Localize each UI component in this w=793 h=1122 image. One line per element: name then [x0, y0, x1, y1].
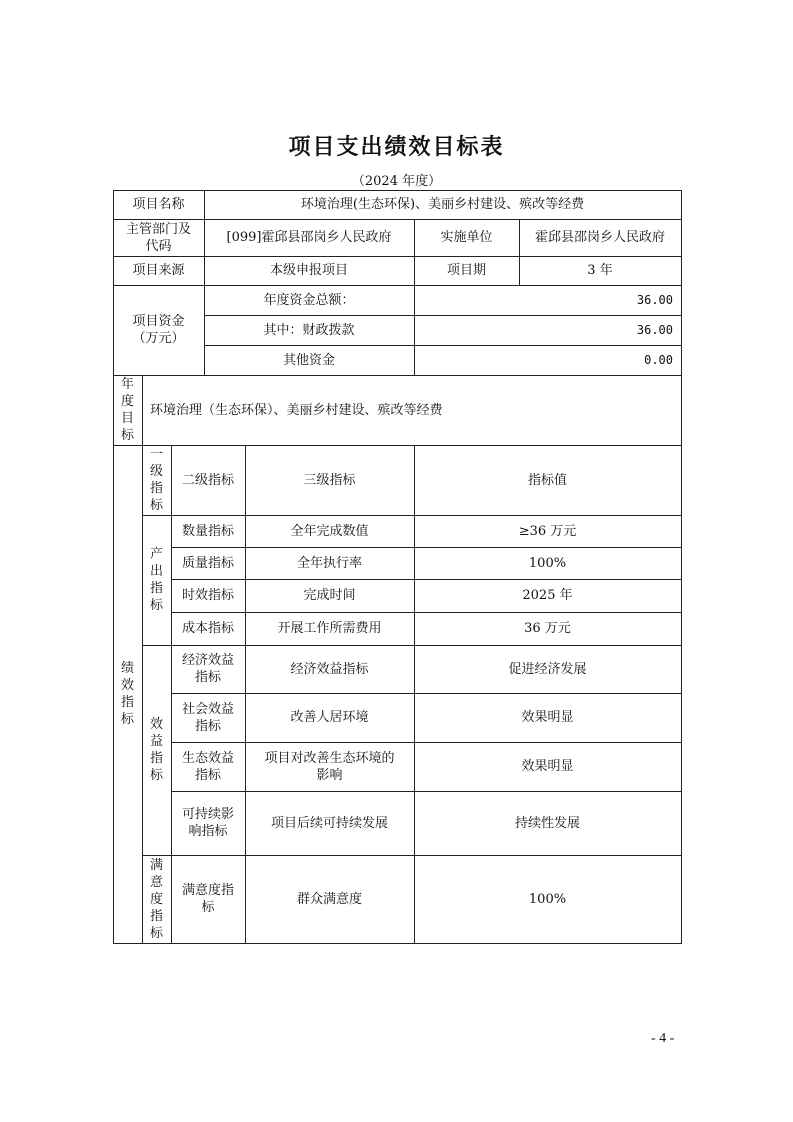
funds-label: 项目资金 （万元）	[132, 314, 185, 346]
table-row-level2: 数量指标	[181, 523, 234, 539]
header-level3: 三级指标	[303, 472, 356, 488]
table-row-value: 36 万元	[524, 621, 571, 636]
table-row-level3: 项目后续可持续发展	[270, 815, 388, 831]
funds-other-label: 其他资金	[282, 352, 335, 368]
funds-other-value: 0.00	[644, 352, 673, 367]
table-row-level2: 时效指标	[181, 588, 234, 603]
table-row-level2: 可持续影 响指标	[181, 807, 234, 839]
source-label: 项目来源	[132, 263, 185, 278]
funds-total-label: 年度资金总额：	[263, 292, 355, 308]
source-value: 本级申报项目	[269, 263, 348, 278]
table-row-level2: 社会效益 指标	[181, 701, 234, 734]
header-value: 指标值	[527, 472, 567, 488]
table-row-level2: 满意度指 标	[181, 883, 234, 915]
table-row-value: 100%	[528, 555, 567, 571]
header-level2: 二级指标	[181, 472, 234, 488]
table-row-level3: 全年完成数值	[290, 523, 369, 539]
funds-fiscal-value: 36.00	[636, 322, 673, 337]
funds-fiscal-label: 其中：财政拨款	[263, 322, 355, 338]
benefit-label: 效 益 指 标	[149, 717, 163, 783]
dept-label: 主管部门及 代码	[125, 221, 191, 254]
table-row-value: 效果明显	[521, 710, 574, 725]
unit-label: 实施单位	[440, 230, 493, 245]
table-row-value: 100%	[528, 891, 567, 907]
table-row-value: 促进经济发展	[508, 661, 587, 677]
table-row-level3: 改善人居环境	[290, 710, 369, 725]
table-row-value: ≥36 万元	[518, 523, 577, 539]
table-row-level2: 成本指标	[181, 621, 234, 636]
project-name-value: 环境治理(生态环保)、美丽乡村建设、殡改等经费	[300, 197, 585, 212]
annual-goal-value: 环境治理（生态环保）、美丽乡村建设、殡改等经费	[150, 402, 443, 418]
table-row-value: 持续性发展	[514, 815, 580, 831]
project-name-label: 项目名称	[132, 197, 185, 212]
satisfaction-label: 满 意 度 指 标	[149, 857, 163, 941]
table-row-level3: 全年执行率	[296, 555, 362, 571]
table-row-level3: 完成时间	[303, 588, 356, 603]
table-row-value: 2025 年	[522, 588, 573, 603]
page-number: - 4 -	[651, 1031, 675, 1046]
table-row-level3: 经济效益指标	[290, 661, 369, 677]
year-label: （2024 年度）	[351, 174, 442, 189]
period-value: 3 年	[587, 263, 613, 278]
table-row-level2: 生态效益 指标	[181, 750, 234, 783]
table-row-value: 效果明显	[521, 759, 574, 774]
table-row-level3: 开展工作所需费用	[277, 621, 382, 636]
unit-value: 霍邱县邵岗乡人民政府	[534, 230, 665, 245]
dept-value: [099]霍邱县邵岗乡人民政府	[226, 230, 392, 245]
table-row-level3: 群众满意度	[296, 891, 362, 907]
period-label: 项目期	[446, 263, 486, 278]
output-label: 产 出 指 标	[149, 547, 163, 613]
table-row-level2: 质量指标	[181, 555, 234, 571]
table-rule	[681, 190, 682, 944]
table-row-level2: 经济效益 指标	[181, 653, 234, 685]
page-title: 项目支出绩效目标表	[288, 135, 505, 160]
funds-total-value: 36.00	[636, 292, 673, 307]
indicators-group-label: 绩 效 指 标	[120, 661, 134, 727]
header-level1: 一 级 指 标	[149, 447, 163, 513]
table-rule	[113, 943, 682, 944]
annual-goal-label: 年 度 目 标	[120, 377, 134, 443]
table-row-level3: 项目对改善生态环境的 影响	[264, 750, 395, 783]
